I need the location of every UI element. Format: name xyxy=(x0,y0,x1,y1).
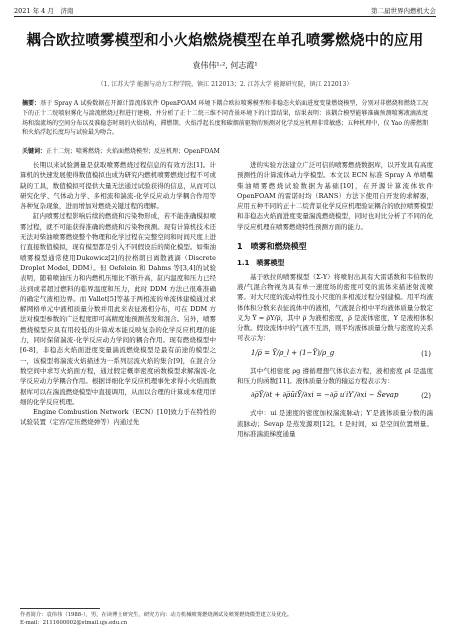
body-paragraph: 式中：ui 是速度的密度加权湍流脉动；Y′是液体质量分数的湍流脉动；Ṡevap 是蒸发源项[12]。t 是时间，xi 是空间位置增量。用标准湍流梯度通量 xyxy=(237,409,433,438)
header-rule xyxy=(14,16,436,17)
body-paragraph: 长期以来试验测量是获取喷雾燃烧过程信息的有效方法[1]。计算机的快速发展使得数值模拟也成为研究内燃机喷雾燃烧过程不可或缺的工具，数值模拟可提供大量无法通过试验获得的信息，从而可以研究化学、气体动力学、多相流和湍流-化学反应动力学耦合作用等各种复杂现象，进而增加对燃烧关键过程的理解。 xyxy=(20,161,216,211)
body-paragraph: 缸内喷雾过程影响后续的燃烧和污染物形成，若不能准确模拟喷雾过程，就不可能获得准确的燃烧和污染物预测。现有计算机技术还无法对柴油喷雾燃烧整个物理和化学过程在完整空间和时间尺度上进行直接数值模拟，现有模型都是引入不同假设后的简化模型。如柴油喷雾模型通常使用Dukowicz[2]的拉格朗日离散液滴（Discrete Droplet Model, DDM）。但 Oefelein 和 Dahms 等[3,4]的试验表明，随着喷油压力和内燃机压缩比不断升高，缸内温度和压力已经达到或者超过燃料的临界温度和压力，此时 DDM 方法已很难准确的确定气液相边界。而 Vallet[5]等基于两相流的单流体建模通过求解网格单元中液相质量分数并用此来表征液相分布，可在 DDM 方法对模型参数的广泛程度即可高精度地预测蒸发和混合。另外，喷雾燃烧模型应具有用较低的计算成本能反映复杂的化学反应机理的能力，同时保留湍流-化学反应动力学间的耦合作用。现有燃烧模型中[6-8]，非稳态火焰面进度变量湍流燃烧模型是最有前途的模型之一，该模型将湍流火焰描述为一系列层流火焰的集合[9]，在混合分数空间中求写火焰面方程，通过假定概率密度函数模型求解湍流-化学反应动力学耦合作用。根据详细化学反应机理事先求得小火焰面数据库可以在湍流燃烧模型中直接调用，从而以合理的计算成本使用详细的化学反应机理。 xyxy=(20,212,216,406)
paper-title: 耦合欧拉喷雾模型和小火焰燃烧模型在单孔喷雾燃烧中的应用 xyxy=(26,33,424,49)
abstract-label: 摘要： xyxy=(22,100,41,107)
footnote xyxy=(20,611,430,627)
body-paragraph: 进的实验方法建立广泛可信的喷雾燃烧数据库，以开发具有高度预测性的计算流体动力学模型。本文以 ECN 标准 Spray A 单喷嘴柴油喷雾燃烧试验数据为基础[10]，在开源计算流体软件 OpenFOAM 的雷诺时均（RANS）方法下使用自开发的求解器，应用五种不同的正十二烷背景化学反应机理验证耦合的欧拉喷雾模型和非稳态火焰面进度变量湍流燃烧模型，同时也对比分析了不同的化学反应机理在喷雾燃烧特性预测方面的能力。 xyxy=(237,161,433,231)
body-paragraph: 其中气相密度 ρg 遵循理想气体状态方程，液相密度 ρl 是温度和压力的函数[11]。液体质量分数的输运方程表示为： xyxy=(237,366,433,386)
right-column xyxy=(237,160,433,439)
footnote-rule xyxy=(20,608,100,609)
abstract xyxy=(22,99,428,138)
header-date-location: 2021 年 4 月 济南 xyxy=(14,7,74,15)
body-paragraph: Engine Combustion Network（ECN）[10]致力于在特性的试验装置（定容/定压燃烧弹等）内通过先 xyxy=(20,408,216,427)
abstract-text: 基于 Spray A 试验数据在开源计算流体软件 OpenFOAM 环境下耦合欧拉喷雾模型和非稳态火焰面进度变量燃烧模型，分别对非燃烧和燃烧工况下的正十二烷喷射雾化与湍流燃烧过程进行建模，并分析了正十二烷三维不同背景环境下的计算结果，结果表明：该耦合模型能够准确预测喷雾液滴浓度场和湍流场的空间分布以及准稳态时刻的火焰结构，滞燃期、火焰浮起长度和碳烟前驱物的预测对化学反应机理非常敏感；五种机理中，仅 Yao 的滞燃期和火焰浮起长度均与试验最为吻合。 xyxy=(22,100,428,137)
equation-2-number: (2) xyxy=(421,392,431,401)
paper-authors: 袁伟伟¹·², 何志霞¹ xyxy=(192,61,258,70)
equation-1-number: (1) xyxy=(421,349,431,358)
equation-1-body: 1/ρ̅ = Ỹ/ρ_l + (1−Ỹ)/ρ_g xyxy=(251,348,335,357)
equation-2-body: ∂ρ̅Ỹ/∂t + ∂ρ̅ũiỸ/∂xi = −∂ρ̅ u′iY′/∂xi − Ṡevap xyxy=(251,391,399,400)
keywords xyxy=(22,147,428,156)
running-header xyxy=(14,3,436,15)
keywords-text: 正十二烷；喷雾燃烧；火焰面燃烧模型；反应机理；OpenFOAM xyxy=(46,148,220,155)
section-heading: 1 喷雾和燃烧模型 xyxy=(237,242,307,252)
body-paragraph: 基于欧拉的喷雾模型（Σ-Y）将喷射出具有大雷诺数和韦伯数的液/气混合物视为具有单一速度场的密度可变的流体来描述射流喷雾。对大尺度的流动特性及小尺度的多相流过程分别建模。用平均液体体积分数来表征流体中的液相，气液混合相中平均液体质量分数定义为 Y̅ = ρ̅Y/ρ̅，其中 ρ̅ 为液相密度，ρ̅ 是流体密度，Y 是液相体积分数。假设流体中的气液不互溶，则平均液体质量分数与密度的关系可表示为： xyxy=(237,272,433,343)
footnote-author: 作者简介：袁伟伟（1988-），男，在读博士研究生，研究方向：动力机械喷雾燃烧测试及喷雾燃烧模型建立及优化。 xyxy=(20,612,293,618)
footnote-email: E-mail：2111600002@stmail.ujs.edu.cn xyxy=(20,620,128,626)
equation-1 xyxy=(237,344,433,366)
header-conference: 第二届世界内燃机大会 xyxy=(371,7,436,15)
equation-2 xyxy=(237,386,433,408)
left-column xyxy=(20,160,216,428)
subsection-heading: 1.1 喷雾模型 xyxy=(237,259,285,268)
keywords-label: 关键词： xyxy=(22,148,47,155)
paper-affiliations: （1. 江苏大学 能源与动力工程学院，镇江 212013；2. 江苏大学 能源研究院，镇江 212013） xyxy=(97,81,353,88)
